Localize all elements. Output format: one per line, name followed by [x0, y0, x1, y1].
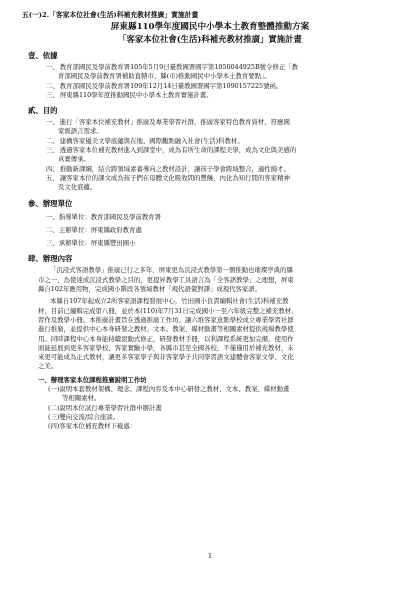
paragraph-line: 進行推廣，並提供中心本身研發之教材、文本、教案、媒材動畫等相關素材提供現場教學使	[38, 325, 294, 334]
list-item	[38, 174, 382, 183]
item-continuation: 等相關素材。	[62, 394, 101, 403]
executing-unit: 三、承辦單位：屏東縣豐田國小	[46, 239, 136, 248]
paragraph-line: 面能延展到更多客家學校、客家實驗小學，各縣市甚至全國各校，不僅僅用於補充教材，未	[38, 343, 294, 352]
list-item	[38, 91, 382, 100]
item-text: 透過客家本位補充教材進入到課堂中，成為有所生命的課程美學，成為文化與美感的	[59, 146, 297, 155]
list-item: (三)雙向交流/綜合座談。	[48, 412, 120, 421]
list-item	[38, 165, 382, 174]
item-number: 五、	[46, 173, 59, 182]
section-heading-content: 肆、辦理內容	[28, 254, 73, 264]
list-item	[38, 146, 382, 155]
section-heading-organizers: 參、辦理單位	[28, 198, 73, 208]
page-number: 1	[207, 552, 213, 560]
item-text: 進行「客家本位補充教材」推廣及專業學習社群，推廣客家特色教育資材，符應國	[59, 118, 290, 127]
paragraph-line: 用。同時課程中心本身能持續滾動式修正，研發教材手冊，以利課程系統更加完備，使用作	[38, 334, 294, 343]
purpose-list	[38, 118, 382, 192]
item-text: 讓客家本位的課文成為孩子們在母體文化吸收間的豐饒，內化為知行間的客家精神	[59, 173, 290, 182]
paragraph-line: 「沉浸式客語教學」推廣已行之多年，屏東更為沉浸式教學第一個推動也璀璨亭典的縣	[50, 266, 293, 275]
item-text: 教育部國民及學前教育署105年5月9日臺教國署國字第1050044925B號令修正「教	[59, 63, 299, 71]
paragraph-line: 之美。	[38, 362, 58, 371]
item-number: 二、	[46, 136, 59, 145]
basis-list	[38, 63, 382, 100]
item-text: 建構客家優美文學底蘊與在地、國際觀點融入社會(生活)科教材。	[59, 136, 244, 145]
paragraph-line: 來更可能成為正式教材，讓更多客家學子與非客家學子共同學習語文建體會客家文學、文化	[38, 353, 294, 362]
list-item: (四)客家本位補充教材下載處：	[48, 422, 137, 431]
list-item	[38, 63, 382, 72]
document-subtitle: 「客家本位社會(生活)科補充教材推廣」實施計畫	[118, 34, 302, 44]
item-text: 教育部國民及學前教育署109年12月14日臺教國署國字第1090157225號函。	[59, 81, 283, 90]
section-heading-basis: 壹、依據	[28, 51, 58, 60]
organizer-list	[38, 213, 382, 249]
item-continuation: 育部國民及學前教育署補助直轄市、縣(市)推動國民中小學本土教育要點」。	[58, 72, 271, 81]
item-number: 三、	[46, 90, 59, 99]
item-continuation: 及文化底蘊。	[58, 183, 97, 192]
item-number: 二、	[46, 81, 59, 90]
item-number: 一、	[46, 118, 59, 127]
list-item	[38, 137, 382, 146]
item-continuation: 家級語言需求。	[58, 127, 103, 136]
item-number: 三、	[46, 146, 59, 155]
host-unit: 二、主辦單位：屏東縣政府教育處	[46, 225, 142, 234]
content-paragraph-1	[38, 266, 382, 294]
list-item	[38, 82, 382, 91]
content-paragraph-2	[38, 297, 382, 371]
item-number: 一、	[46, 63, 59, 71]
document-title: 屏東縣110學年度國民中小學本土教育整體推動方案	[110, 22, 310, 32]
item-text: 推動新課綱，結合跨領域素養導向之教材設計，讓孩子學會跨域整合，適性揚才。	[59, 164, 290, 173]
section-reference-line: 五(一)2.「客家本位社會(生活)科補充教材推廣」實施計畫	[22, 11, 199, 19]
item-number: 四、	[46, 164, 59, 173]
section-heading-purpose: 貳、目的	[28, 106, 58, 116]
paragraph-line: 本縣自107年起成立2所客家語課程發展中心，竹田國小負責編輯社會(生活)科補充教	[50, 297, 289, 306]
paragraph-line: 縣自102年應用物，完成國小階段各領域教材「現代語彙對譯」成現代客家語。	[38, 285, 262, 294]
paragraph-line: 市之一，為使達成沉浸式教學之目的，更提昇教學工具語言為「全客語教學」之理想，屏東	[38, 275, 294, 284]
paragraph-line: 材，目前已編輯完成第八冊，並於本(110)年7月31日完成國小一至六年級完整之補充教材、	[38, 306, 298, 315]
paragraph-line: 習作及教學小冊。本推廣計畫旨在透過推廣工作坊、讓六堆客家意點學校成立專業學習社群	[38, 315, 294, 324]
item-text: 屏東縣110學年度推動國民中小學本土教育實施計畫。	[59, 90, 213, 99]
subsection-heading-workshop: 一、辦理客家本位課程推廣說明工作坊	[38, 375, 147, 384]
list-item: (二)說明本位試行專業學習社群申辦計畫	[48, 403, 162, 412]
supervising-unit: 一、指導單位：教育部國民及學前教育署	[46, 212, 162, 221]
item-continuation: 真實傳承。	[58, 155, 90, 164]
workshop-list	[38, 385, 382, 431]
list-item: (一)說明本套教材架構、理念、課程內容及本中心研發之教材、文本、教案、媒材動畫	[48, 385, 290, 394]
